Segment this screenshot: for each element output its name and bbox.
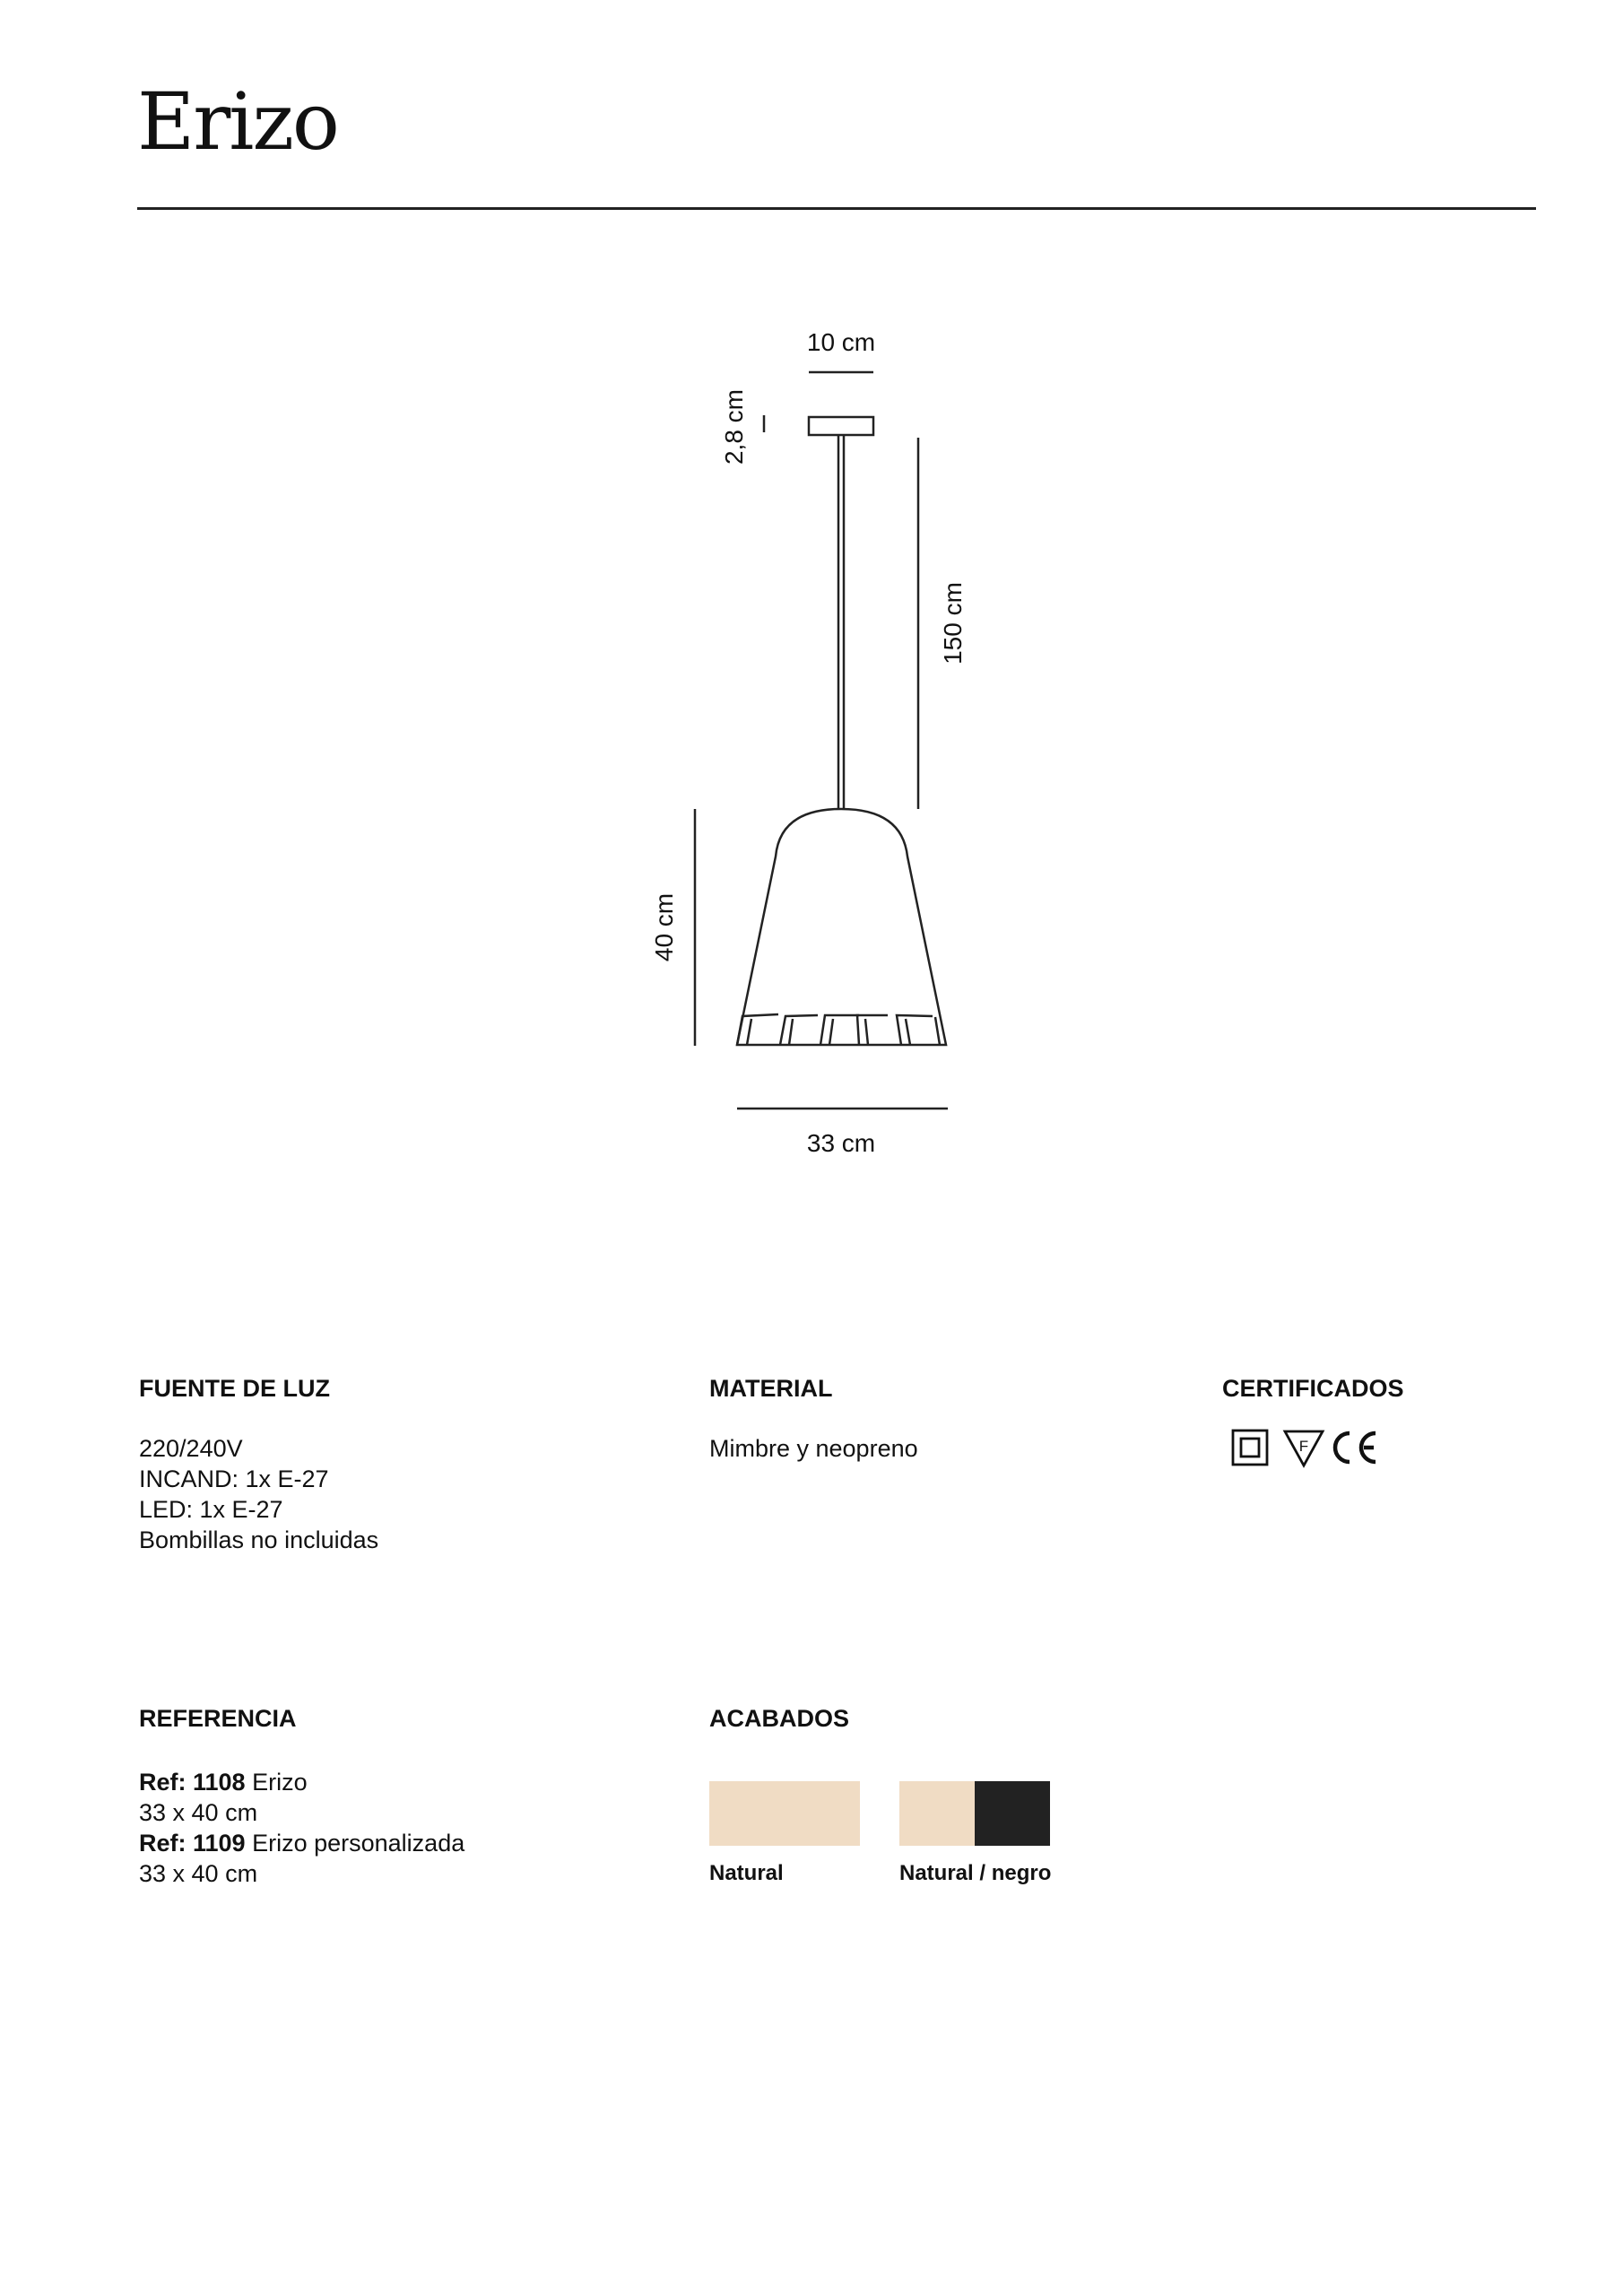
reference-name: Erizo <box>252 1769 308 1796</box>
reference-item <box>139 1828 464 1858</box>
reference-list <box>139 1767 464 1889</box>
certificate-icons <box>1222 1424 1384 1471</box>
light-source-line: LED: 1x E-27 <box>139 1496 283 1523</box>
light-source-details <box>139 1433 378 1555</box>
f-mark-triangle-icon <box>1285 1431 1323 1465</box>
reference-size: 33 x 40 cm <box>139 1860 258 1887</box>
certificates-heading: CERTIFICADOS <box>1222 1375 1404 1402</box>
svg-text:F: F <box>1298 1438 1309 1455</box>
material-heading: MATERIAL <box>709 1375 833 1402</box>
finish-swatch-natural <box>709 1781 860 1846</box>
dim-width-top: 10 cm <box>806 328 876 356</box>
light-source-line: 220/240V <box>139 1435 243 1462</box>
reference-code: Ref: 1109 <box>139 1830 246 1857</box>
reference-code: Ref: 1108 <box>139 1769 246 1796</box>
finish-label: Natural <box>709 1861 784 1885</box>
dim-cable-length: 150 cm <box>939 582 967 665</box>
ce-mark-icon <box>1335 1433 1376 1462</box>
light-source-heading: FUENTE DE LUZ <box>139 1375 330 1402</box>
finish-swatch-black-part <box>975 1781 1050 1846</box>
dim-shade-height: 40 cm <box>650 892 678 962</box>
material-text: Mimbre y neopreno <box>709 1435 918 1462</box>
light-source-line: Bombillas no incluidas <box>139 1526 379 1553</box>
reference-item <box>139 1767 464 1797</box>
light-source-line: INCAND: 1x E-27 <box>139 1465 329 1492</box>
reference-name: Erizo personalizada <box>252 1830 465 1857</box>
reference-size: 33 x 40 cm <box>139 1799 258 1826</box>
finish-label: Natural / negro <box>899 1861 1052 1885</box>
finishes-heading: ACABADOS <box>709 1705 850 1732</box>
class-ii-double-square-icon <box>1233 1431 1267 1465</box>
canopy <box>809 417 873 435</box>
dim-shade-width: 33 cm <box>806 1129 876 1157</box>
reference-heading: REFERENCIA <box>139 1705 297 1732</box>
page-title: Erizo <box>137 75 338 168</box>
lamp-shade <box>737 809 946 1045</box>
finish-swatch-natural-part <box>899 1781 975 1846</box>
dim-canopy-height: 2,8 cm <box>720 388 748 465</box>
